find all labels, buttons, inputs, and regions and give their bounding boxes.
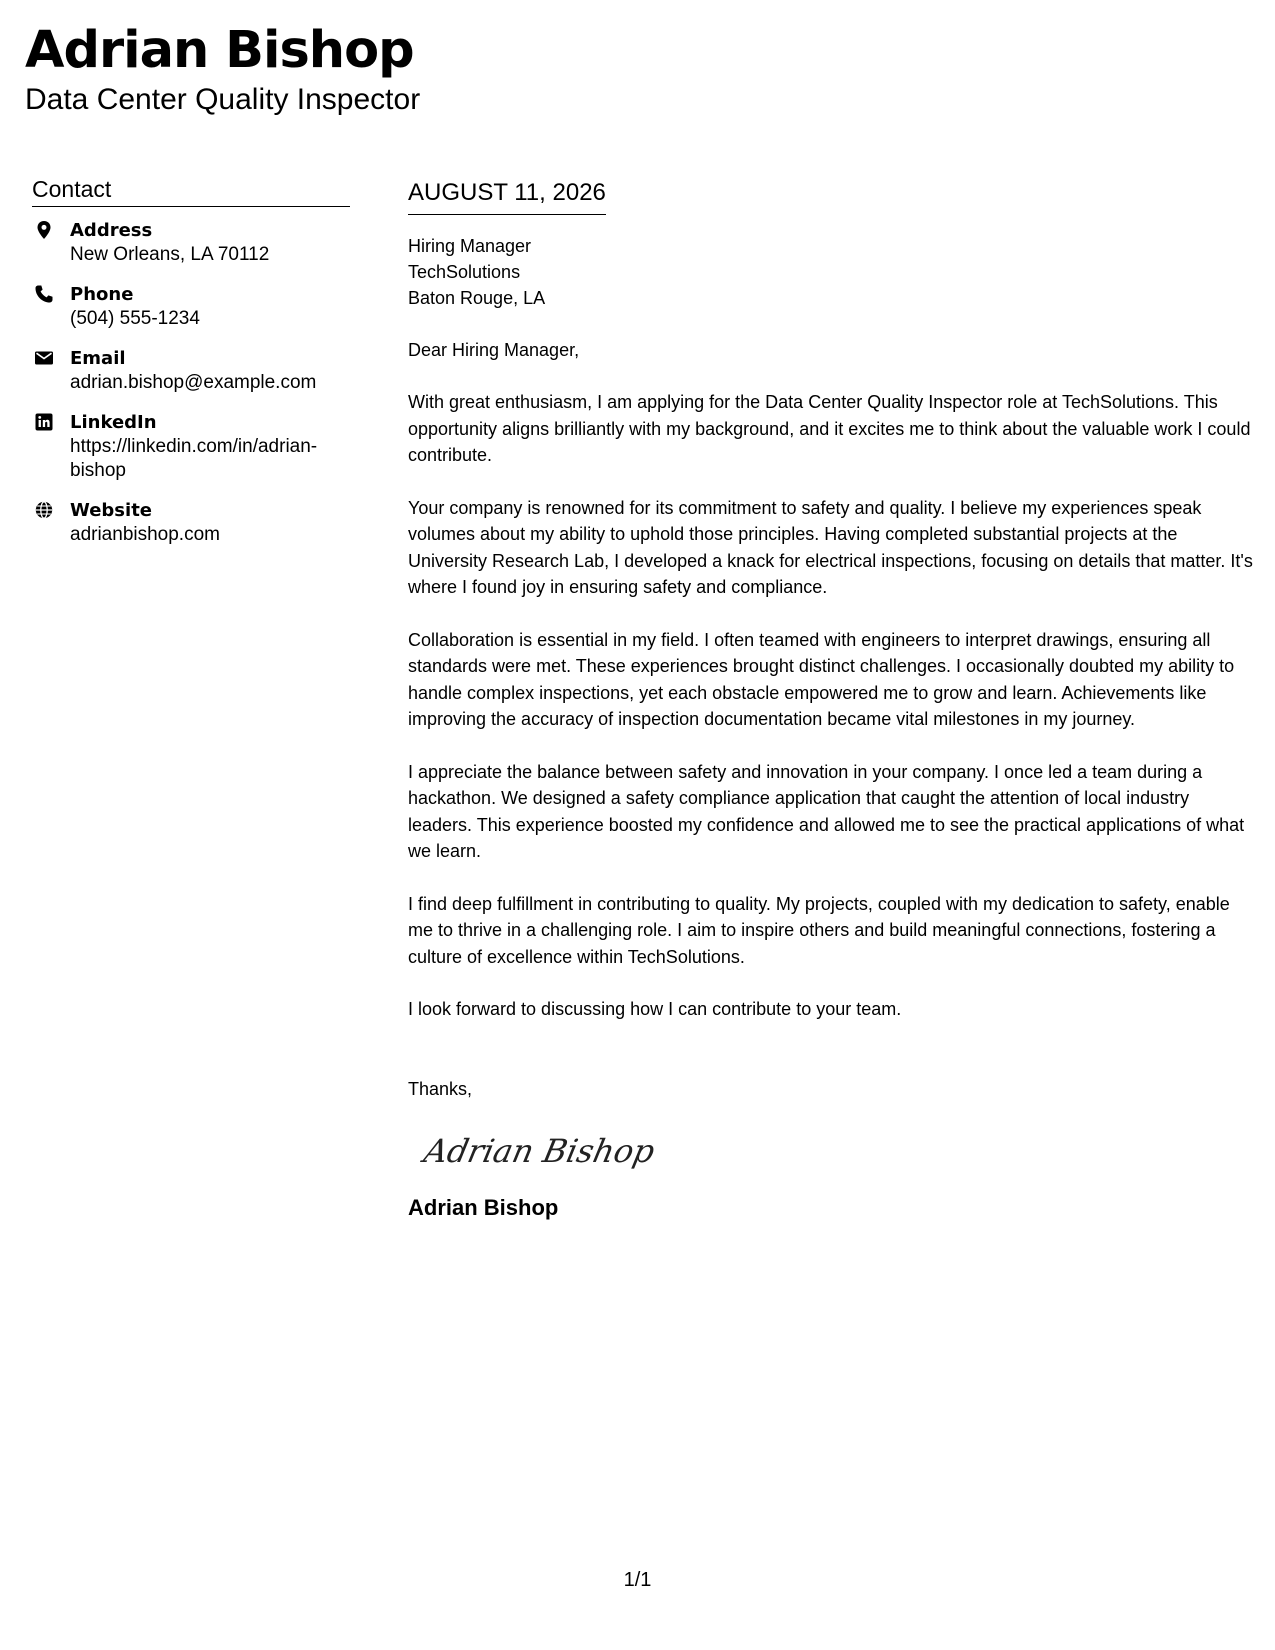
contact-heading: Contact xyxy=(32,175,350,207)
linkedin-icon xyxy=(34,412,54,432)
handwritten-signature xyxy=(420,1126,670,1176)
letter-paragraph: I find deep fulfillment in contributing to quality. My projects, coupled with my dedication to safety, enable me to thrive in a challenging role. I aim to inspire others and build meaningful connections, fostering a culture of excellence within TechSolutions. xyxy=(408,893,1230,967)
signed-name: Adrian Bishop xyxy=(408,1194,559,1220)
phone-icon xyxy=(34,284,54,304)
letter-paragraph: Your company is renowned for its commitment to safety and quality. I believe my experiences speak volumes about my ability to uphold those principles. Having completed substantial projects at the University Research Lab, I developed a knack for electrical inspections, focusing on details that matter. It's where I found joy in ensuring safety and compliance. xyxy=(408,497,1253,597)
contact-item-linkedin xyxy=(32,411,350,483)
cover-letter-body xyxy=(408,178,1253,1222)
contact-label: Website xyxy=(70,500,153,521)
linkedin-value[interactable]: https://linkedin.com/in/adrian-bishop xyxy=(70,436,318,481)
resume-header xyxy=(25,20,420,118)
address-value: New Orleans, LA 70112 xyxy=(70,244,270,265)
recipient-line: TechSolutions xyxy=(408,262,521,282)
phone-value: (504) 555-1234 xyxy=(70,308,200,329)
contact-label: Phone xyxy=(70,284,134,305)
contact-item-phone xyxy=(32,283,350,331)
letter-paragraph: With great enthusiasm, I am applying for the Data Center Quality Inspector role at TechSolutions. This opportunity aligns brilliantly with my background, and it excites me to think about the valuable work I could contribute. xyxy=(408,392,1251,465)
contact-sidebar xyxy=(32,175,350,563)
map-pin-icon xyxy=(34,220,54,240)
applicant-name: Adrian Bishop xyxy=(25,21,414,80)
closing: Thanks, xyxy=(408,1078,473,1099)
recipient-line: Hiring Manager xyxy=(408,236,532,256)
recipient-block xyxy=(408,233,1253,311)
letter-paragraph: I appreciate the balance between safety and innovation in your company. I once led a team during a hackathon. We designed a safety compliance application that caught the attention of local industry leaders. This experience boosted my confidence and allowed me to see the practical applications of what we learn. xyxy=(408,761,1245,861)
recipient-line: Baton Rouge, LA xyxy=(408,288,546,308)
salutation: Dear Hiring Manager, xyxy=(408,340,580,360)
contact-label: Address xyxy=(70,220,153,241)
contact-item-email xyxy=(32,347,350,395)
job-title: Data Center Quality Inspector xyxy=(25,83,421,116)
contact-label: Email xyxy=(70,348,126,369)
contact-item-website xyxy=(32,499,350,547)
website-value[interactable]: adrianbishop.com xyxy=(70,524,220,545)
letter-date: AUGUST 11, 2026 xyxy=(408,178,606,215)
email-value[interactable]: adrian.bishop@example.com xyxy=(70,372,317,393)
contact-label: LinkedIn xyxy=(70,412,157,433)
page-number: 1/1 xyxy=(623,1569,652,1591)
signature-text: Adrian Bishop xyxy=(420,1131,659,1170)
letter-paragraph: Collaboration is essential in my field. I often teamed with engineers to interpret drawings, ensuring all standards were met. These experiences brought distinct challenges. I occasionally doubted my ability to handle complex inspections, yet each obstacle empowered me to grow and learn. Achievements like improving the accuracy of inspection documentation became vital milestones in my journey. xyxy=(408,629,1235,729)
contact-item-address xyxy=(32,219,350,267)
letter-paragraph: I look forward to discussing how I can contribute to your team. xyxy=(408,999,902,1019)
globe-icon xyxy=(34,500,54,520)
email-icon xyxy=(34,348,54,368)
